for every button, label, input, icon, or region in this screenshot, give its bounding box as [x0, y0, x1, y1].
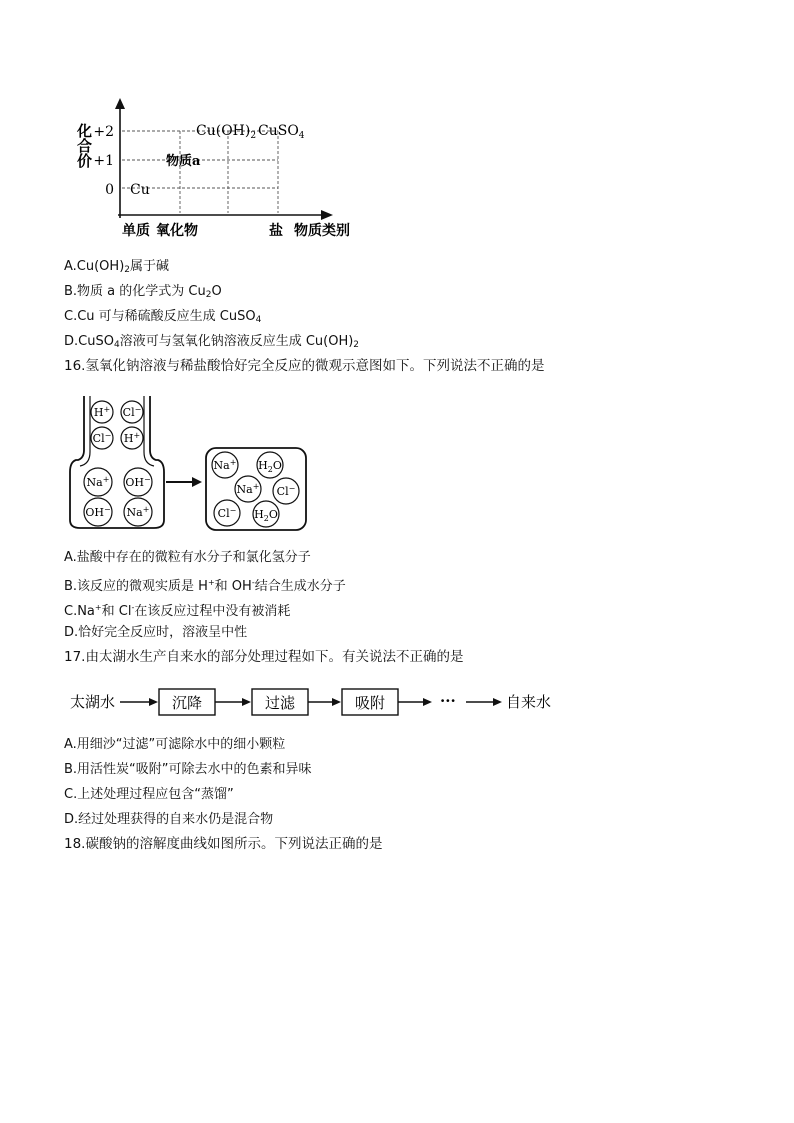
- q15-option-a: $A.Cu(OH)_2$属于碱: [64, 259, 170, 275]
- ion-na-1-label: Na+: [86, 475, 110, 489]
- q16-option-a: A.盐酸中存在的微粒有水分子和氯化氢分子: [64, 550, 311, 565]
- q17-option-b: B.用活性炭“吸附”可除去水中的色素和异味: [64, 762, 312, 777]
- q16-option-b: B.该反应的微观实质是 H+和 OH-结合生成水分子: [64, 578, 346, 594]
- xcat-element: 单质: [122, 223, 150, 239]
- neutralization-diagram: [68, 392, 318, 532]
- q15-option-d: D.CuSO$_4$溶液可与氢氧化钠溶液反应生成 $Cu(OH)_2$: [64, 334, 360, 350]
- flow-step-filter: 过滤: [264, 694, 296, 712]
- y-axis-arrow: [115, 98, 125, 109]
- q15-option-b: B.物质 a 的化学式为 $Cu_2O$: [64, 284, 222, 300]
- q17-option-d: D.经过处理获得的自来水仍是混合物: [64, 812, 274, 827]
- water-treatment-flow: [68, 684, 568, 720]
- ion-oh-2-label: OH−: [85, 505, 111, 519]
- q16-stem: 16.氢氧化钠溶液与稀盐酸恰好完全反应的微观示意图如下。下列说法不正确的是: [64, 358, 545, 374]
- y-axis-label: 化合价: [75, 123, 93, 168]
- x-axis-label: 物质类别: [294, 223, 350, 239]
- q17-stem: 17.由太湖水生产自来水的部分处理过程如下。有关说法不正确的是: [64, 649, 464, 665]
- flow-arrow-2-head: [242, 698, 251, 706]
- product-cl-1-label: Cl−: [276, 484, 296, 498]
- q15-option-c: C.Cu 可与稀硫酸反应生成 CuSO$_4$: [64, 309, 262, 325]
- flow-arrow-4-head: [423, 698, 432, 706]
- q16-option-c: C.Na+和 Cl-在该反应过程中没有被消耗: [64, 603, 291, 619]
- flow-arrow-1-head: [149, 698, 158, 706]
- product-na-1-label: Na+: [213, 458, 237, 472]
- flow-arrow-5-head: [493, 698, 502, 706]
- label-substance-a: 物质a: [166, 154, 201, 169]
- ion-oh-1-label: OH−: [125, 475, 151, 489]
- product-cl-2-label: Cl−: [217, 506, 237, 520]
- q16-option-d: D.恰好完全反应时，溶液呈中性: [64, 625, 248, 640]
- xcat-oxide: 氧化物: [156, 223, 198, 239]
- ytick-plus1: +1: [93, 153, 114, 169]
- label-cu: Cu: [130, 182, 150, 198]
- ion-cl-1-label: Cl−: [122, 405, 142, 419]
- naoh-inner: [80, 396, 90, 466]
- xcat-salt: 盐: [269, 223, 283, 239]
- flow-step-adsorb: 吸附: [354, 694, 386, 712]
- flow-start: 太湖水: [70, 693, 116, 711]
- flow-ellipsis: ···: [440, 692, 456, 710]
- reaction-arrow-head: [192, 477, 202, 487]
- flow-end: 自来水: [506, 693, 552, 711]
- product-na-2-label: Na+: [236, 482, 260, 496]
- product-h2o-2-label: $H_2O$: [254, 508, 278, 523]
- label-cuso4: CuSO$_4$: [258, 123, 305, 141]
- q17-option-c: C.上述处理过程应包含“蒸馏”: [64, 787, 234, 802]
- label-cuoh2: $Cu(OH)_2$: [196, 123, 257, 141]
- valence-chart: [70, 95, 370, 245]
- ytick-plus2: +2: [93, 124, 114, 140]
- ion-h-1-label: H+: [93, 405, 111, 419]
- q17-option-a: A.用细沙“过滤”可滤除水中的细小颗粒: [64, 737, 286, 752]
- ion-cl-2-label: Cl−: [92, 431, 112, 445]
- flow-step-settle: 沉降: [171, 694, 203, 712]
- flow-arrow-3-head: [332, 698, 341, 706]
- q18-stem: 18.碳酸钠的溶解度曲线如图所示。下列说法正确的是: [64, 836, 383, 852]
- naoh-inner-right: [144, 396, 154, 466]
- ytick-zero: 0: [105, 182, 114, 198]
- x-axis-arrow: [321, 210, 333, 220]
- product-h2o-1-label: $H_2O$: [258, 459, 282, 474]
- ion-h-2-label: H+: [123, 431, 141, 445]
- ion-na-2-label: Na+: [126, 505, 150, 519]
